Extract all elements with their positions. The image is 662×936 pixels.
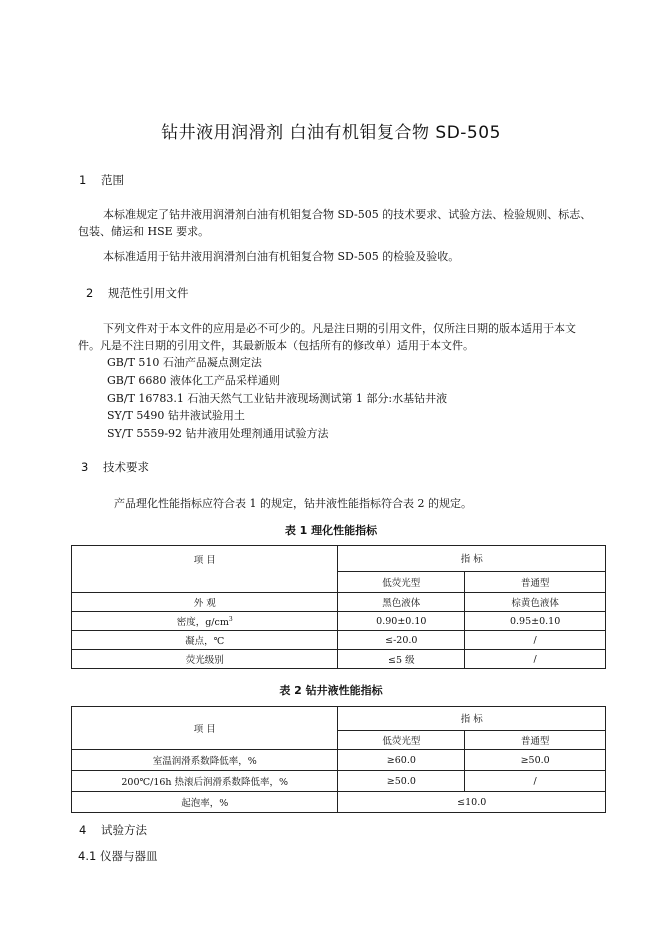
- reference-item: GB/T 510 石油产品凝点测定法: [107, 356, 262, 369]
- header-index: 指 标: [338, 707, 606, 731]
- table-row: [72, 771, 606, 792]
- row-item: 荧光级别: [72, 650, 338, 669]
- table-row: [72, 792, 606, 813]
- row-value-merged: ≤10.0: [338, 792, 606, 813]
- table-row: [72, 631, 606, 650]
- subsection-number: 4.1: [78, 849, 97, 863]
- reference-item: GB/T 16783.1 石油天然气工业钻井液现场测试第 1 部分:水基钻井液: [107, 392, 448, 405]
- table-row: [72, 750, 606, 771]
- row-value-b: /: [465, 650, 606, 669]
- page-title: 钻井液用润滑剂 白油有机钼复合物 SD-505: [161, 123, 501, 143]
- section-3-heading: [81, 459, 149, 475]
- section-number: 2: [86, 286, 94, 300]
- paragraph-line: 下列文件对于本文件的应用是必不可少的。凡是注日期的引用文件，仅所注日期的版本适用于本文: [103, 322, 576, 335]
- table-row: [72, 593, 606, 612]
- section-number: 1: [79, 173, 87, 187]
- table-header-row: [72, 707, 606, 731]
- header-standard: 普通型: [465, 571, 606, 592]
- table-row: [72, 650, 606, 669]
- reference-item: GB/T 6680 液体化工产品采样通则: [107, 374, 280, 387]
- section-4-heading: [79, 822, 147, 838]
- row-item: 密度，$g/cm^3$: [72, 612, 338, 631]
- table-1: [71, 545, 606, 669]
- paragraph-line: 本标准规定了钻井液用润滑剂白油有机钼复合物 SD-505 的技术要求、试验方法、检验规则、标志、: [103, 208, 592, 221]
- row-value-b: ≥50.0: [465, 750, 606, 771]
- header-low-fluorescence: 低荧光型: [338, 730, 465, 749]
- row-value-b: /: [465, 771, 606, 792]
- section-number: 4: [79, 823, 87, 837]
- subsection-4-1-heading: [78, 848, 157, 864]
- table-header-row: [72, 546, 606, 572]
- reference-item: SY/T 5490 钻井液试验用土: [107, 409, 245, 422]
- paragraph: 本标准适用于钻井液用润滑剂白油有机钼复合物 SD-505 的检验及验收。: [103, 250, 460, 263]
- header-standard: 普通型: [465, 730, 606, 749]
- header-item: 项 目: [72, 707, 338, 750]
- table-1-caption: 表 1 理化性能指标: [284, 524, 378, 537]
- header-low-fluorescence: 低荧光型: [338, 571, 465, 592]
- row-value-a: ≤5 级: [338, 650, 465, 669]
- row-value-b: /: [465, 631, 606, 650]
- section-title: 试验方法: [100, 823, 147, 837]
- section-title: 技术要求: [102, 460, 149, 474]
- row-item: 起泡率，%: [72, 792, 338, 813]
- section-title: 范围: [100, 173, 124, 187]
- paragraph-line: 包装、储运和 HSE 要求。: [78, 225, 210, 238]
- paragraph-line: 件。凡是不注日期的引用文件，其最新版本（包括所有的修改单）适用于本文件。: [78, 339, 474, 352]
- section-title: 规范性引用文件: [107, 286, 189, 300]
- row-value-b: 0.95±0.10: [465, 612, 606, 631]
- paragraph: 产品理化性能指标应符合表 1 的规定，钻井液性能指标符合表 2 的规定。: [114, 497, 472, 510]
- row-value-a: ≥60.0: [338, 750, 465, 771]
- subsection-title: 仪器与器皿: [99, 849, 158, 863]
- header-item: 项 目: [72, 546, 338, 593]
- section-1-heading: [79, 172, 124, 188]
- row-item: 凝点，℃: [72, 631, 338, 650]
- row-value-a: ≤-20.0: [338, 631, 465, 650]
- row-value-b: 棕黄色液体: [465, 593, 606, 612]
- row-item: 外 观: [72, 593, 338, 612]
- row-item: 室温润滑系数降低率，%: [72, 750, 338, 771]
- section-2-heading: [86, 285, 188, 301]
- row-item: 200℃/16h 热滚后润滑系数降低率，%: [72, 771, 338, 792]
- row-value-a: 0.90±0.10: [338, 612, 465, 631]
- table-2-caption: 表 2 钻井液性能指标: [279, 684, 383, 697]
- reference-item: SY/T 5559-92 钻井液用处理剂通用试验方法: [107, 427, 329, 440]
- row-value-a: 黑色液体: [338, 593, 465, 612]
- header-index: 指 标: [338, 546, 606, 572]
- table-2: [71, 706, 606, 813]
- section-number: 3: [81, 460, 89, 474]
- table-row: [72, 612, 606, 631]
- row-value-a: ≥50.0: [338, 771, 465, 792]
